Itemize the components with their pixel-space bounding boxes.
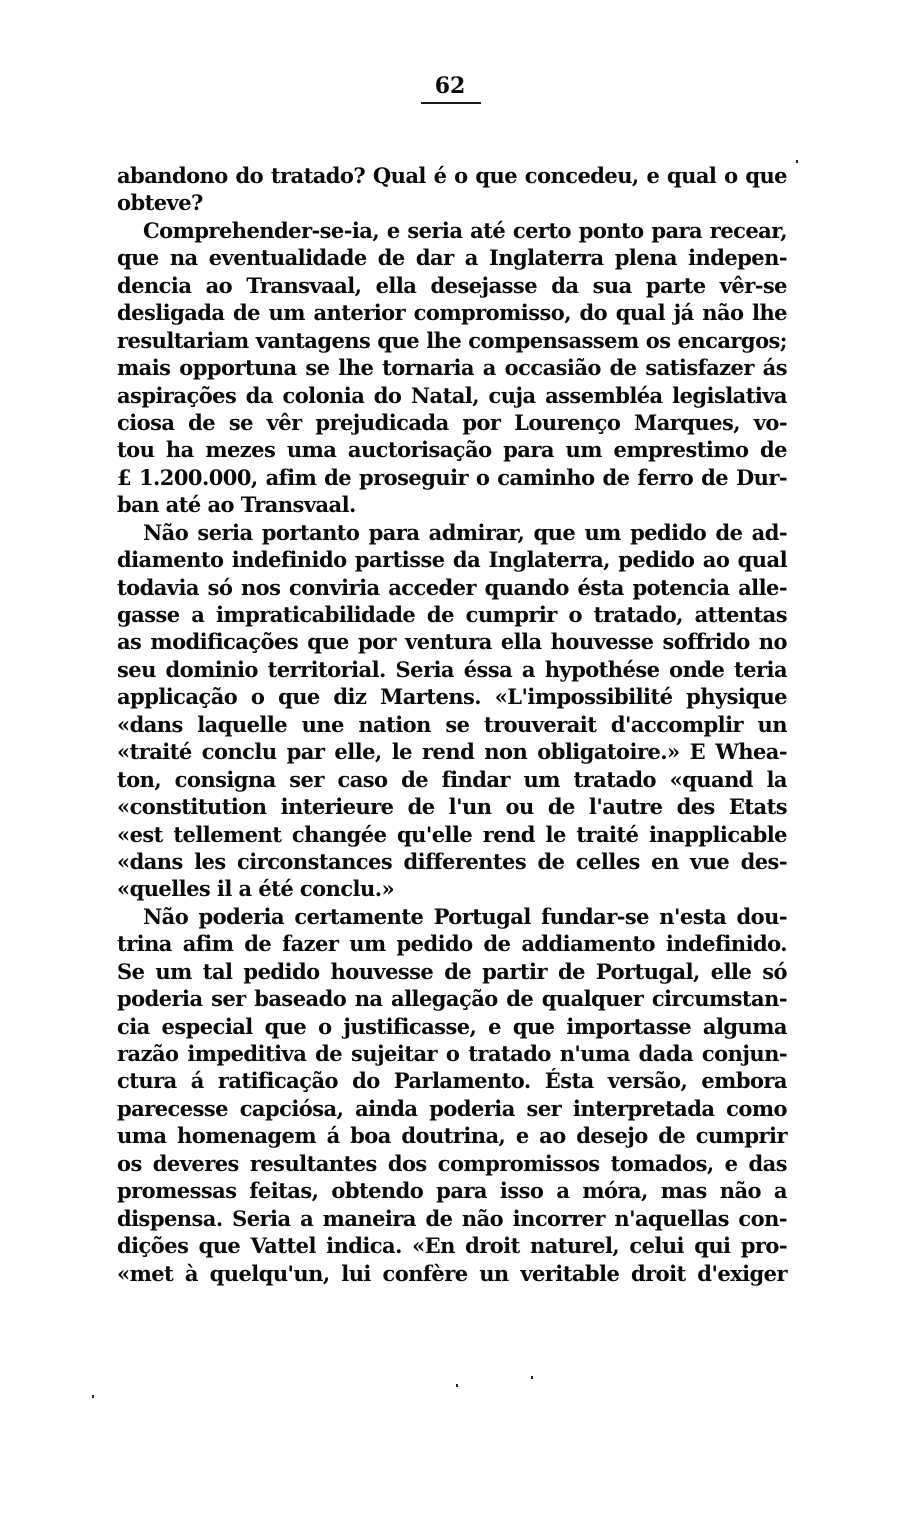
text-line: «met à quelqu'un, lui confère un veritable droit d'exiger bbox=[117, 1260, 787, 1286]
text-line: ciosa de se vêr prejudicada por Lourenço Marques, vo- bbox=[117, 409, 787, 435]
text-line: aspirações da colonia do Natal, cuja assembléa legislativa bbox=[117, 382, 787, 408]
body-text bbox=[117, 162, 787, 1287]
text-line: razão impeditiva de sujeitar o tratado n'uma dada conjun- bbox=[117, 1041, 787, 1066]
text-line: «traité conclu par elle, le rend non obligatoire.» E Whea- bbox=[117, 739, 787, 765]
paragraph-start-line: Comprehender-se-ia, e seria até certo ponto para recear, bbox=[143, 217, 787, 243]
text-line: gasse a impraticabilidade de cumprir o tratado, attentas bbox=[117, 602, 787, 627]
text-line: promessas feitas, obtendo para isso a móra, mas não a bbox=[117, 1178, 787, 1204]
text-line: applicação o que diz Martens. «L'impossibilité physique bbox=[117, 684, 787, 710]
text-line: trina afim de fazer um pedido de addiamento indefinido. bbox=[117, 931, 787, 957]
page-number: 62 bbox=[434, 73, 466, 99]
scan-speck bbox=[456, 1384, 458, 1387]
text-line: Se um tal pedido houvesse de partir de Portugal, elle só bbox=[117, 958, 787, 984]
text-line: abandono do tratado? Qual é o que concedeu, e qual o que bbox=[117, 163, 787, 188]
text-line: as modificações que por ventura ella houvesse soffrido no bbox=[117, 629, 787, 655]
text-line: dencia ao Transvaal, ella desejasse da sua parte vêr-se bbox=[117, 272, 787, 298]
text-line: £ 1.200.000, afim de proseguir o caminho de ferro de Dur- bbox=[117, 464, 787, 490]
scan-speck bbox=[796, 160, 798, 163]
text-line: uma homenagem á boa doutrina, e ao desejo de cumprir bbox=[117, 1123, 787, 1149]
text-line: ton, consigna ser caso de findar um tratado «quand la bbox=[117, 766, 787, 792]
text-line: cia especial que o justificasse, e que importasse alguma bbox=[117, 1013, 787, 1039]
page-number-rule bbox=[421, 102, 481, 104]
text-line: resultariam vantagens que lhe compensassem os encargos; bbox=[117, 327, 787, 353]
text-line: obteve? bbox=[117, 190, 203, 216]
text-line: desligada de um anterior compromisso, do qual já não lhe bbox=[117, 300, 787, 326]
text-line: ctura á ratificação do Parlamento. Ésta versão, embora bbox=[117, 1068, 787, 1094]
text-line: «est tellement changée qu'elle rend le traité inapplicable bbox=[117, 821, 787, 847]
scan-speck bbox=[531, 1376, 533, 1379]
text-line: «dans les circonstances differentes de celles en vue des- bbox=[117, 848, 787, 874]
text-line: os deveres resultantes dos compromissos tomados, e das bbox=[117, 1150, 787, 1176]
text-line: ban até ao Transvaal. bbox=[117, 492, 356, 518]
text-line: parecesse capciósa, ainda poderia ser interpretada como bbox=[117, 1095, 787, 1121]
text-line: diamento indefinido partisse da Inglaterra, pedido ao qual bbox=[117, 547, 787, 573]
text-line: tou ha mezes uma auctorisação para um emprestimo de bbox=[117, 437, 787, 463]
scan-speck bbox=[92, 1395, 94, 1398]
text-line: mais opportuna se lhe tornaria a occasião de satisfazer ás bbox=[117, 355, 787, 381]
text-line: dispensa. Seria a maneira de não incorrer n'aquellas con- bbox=[117, 1205, 787, 1231]
text-line: dições que Vattel indica. «En droit naturel, celui qui pro- bbox=[117, 1233, 787, 1259]
text-line: poderia ser baseado na allegação de qualquer circumstan- bbox=[117, 986, 787, 1012]
paragraph-start-line: Não seria portanto para admirar, que um pedido de ad- bbox=[143, 519, 787, 545]
text-line: «quelles il a été conclu.» bbox=[117, 876, 395, 902]
text-line: seu dominio territorial. Seria éssa a hypothése onde teria bbox=[117, 656, 787, 682]
paragraph-start-line: Não poderia certamente Portugal fundar-se n'esta dou- bbox=[143, 903, 787, 929]
text-line: «constitution interieure de l'un ou de l'autre des Etats bbox=[117, 794, 787, 820]
text-line: que na eventualidade de dar a Inglaterra plena indepen- bbox=[117, 245, 787, 271]
text-line: «dans laquelle une nation se trouverait d'accomplir un bbox=[117, 711, 787, 737]
text-line: todavia só nos conviria acceder quando ésta potencia alle- bbox=[117, 574, 787, 600]
